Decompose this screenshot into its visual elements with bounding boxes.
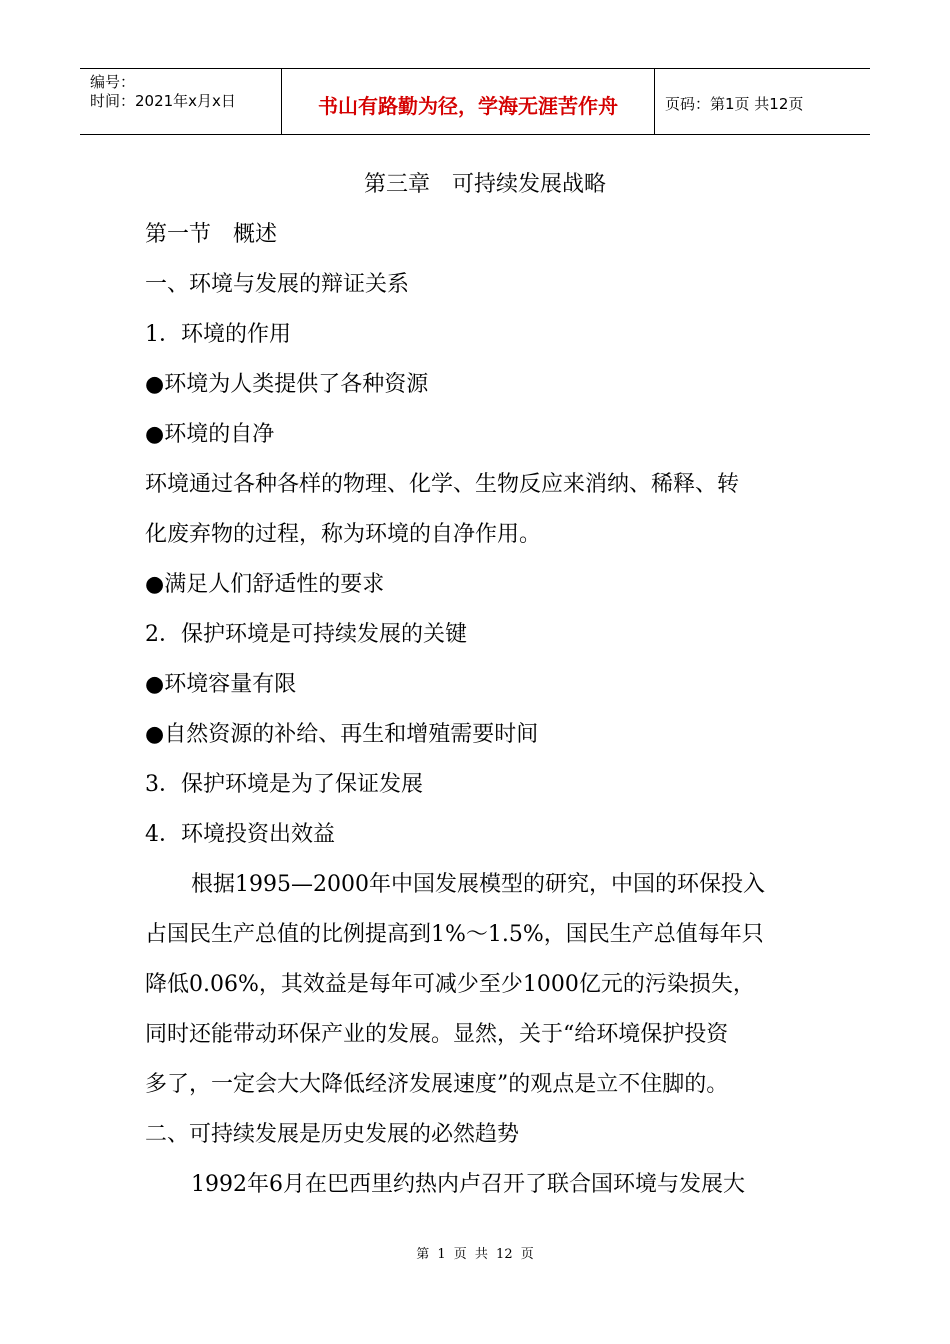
header-slogan: 书山有路勤为径，学海无涯苦作舟 xyxy=(282,69,655,134)
header-page-info: 页码：第1页 共12页 xyxy=(665,95,804,113)
header-meta xyxy=(80,69,282,134)
document-date: 时间：2021年x月x日 xyxy=(90,92,236,110)
bullet-item: ●满足人们舒适性的要求 xyxy=(145,572,385,597)
paragraph-line: 多了，一定会大大降低经济发展速度”的观点是立不住脚的。 xyxy=(145,1072,729,1097)
bullet-item: ●环境的自净 xyxy=(145,422,275,447)
subsection-heading: 二、可持续发展是历史发展的必然趋势 xyxy=(145,1122,520,1147)
page-header xyxy=(80,68,870,135)
bullet-item: ●环境为人类提供了各种资源 xyxy=(145,372,429,397)
bullet-item: ●自然资源的补给、再生和增殖需要时间 xyxy=(145,722,539,747)
numbered-item: 4．环境投资出效益 xyxy=(145,822,335,847)
paragraph-line: 1992年6月在巴西里约热内卢召开了联合国环境与发展大 xyxy=(191,1172,745,1197)
paragraph-line: 根据1995—2000年中国发展模型的研究，中国的环保投入 xyxy=(191,872,765,897)
paragraph-line: 降低0.06%，其效益是每年可减少至少1000亿元的污染损失， xyxy=(145,972,755,997)
document-body xyxy=(145,160,810,1210)
paragraph-line: 占国民生产总值的比例提高到1%～1.5%，国民生产总值每年只 xyxy=(145,922,764,947)
section-heading: 第一节 概述 xyxy=(145,222,278,247)
bullet-item: ●环境容量有限 xyxy=(145,672,297,697)
document-number-label: 编号： xyxy=(90,73,136,91)
subsection-heading: 一、环境与发展的辩证关系 xyxy=(145,272,410,297)
numbered-item: 3．保护环境是为了保证发展 xyxy=(145,772,423,797)
page-footer: 第 1 页 共 12 页 xyxy=(416,1247,534,1262)
paragraph-line: 化废弃物的过程，称为环境的自净作用。 xyxy=(145,522,542,547)
numbered-item: 2．保护环境是可持续发展的关键 xyxy=(145,622,467,647)
paragraph-line: 同时还能带动环保产业的发展。显然，关于“给环境保护投资 xyxy=(145,1022,729,1047)
paragraph-line: 环境通过各种各样的物理、化学、生物反应来消纳、稀释、转 xyxy=(145,472,740,497)
chapter-title: 第三章 可持续发展战略 xyxy=(363,172,606,197)
numbered-item: 1．环境的作用 xyxy=(145,322,291,347)
